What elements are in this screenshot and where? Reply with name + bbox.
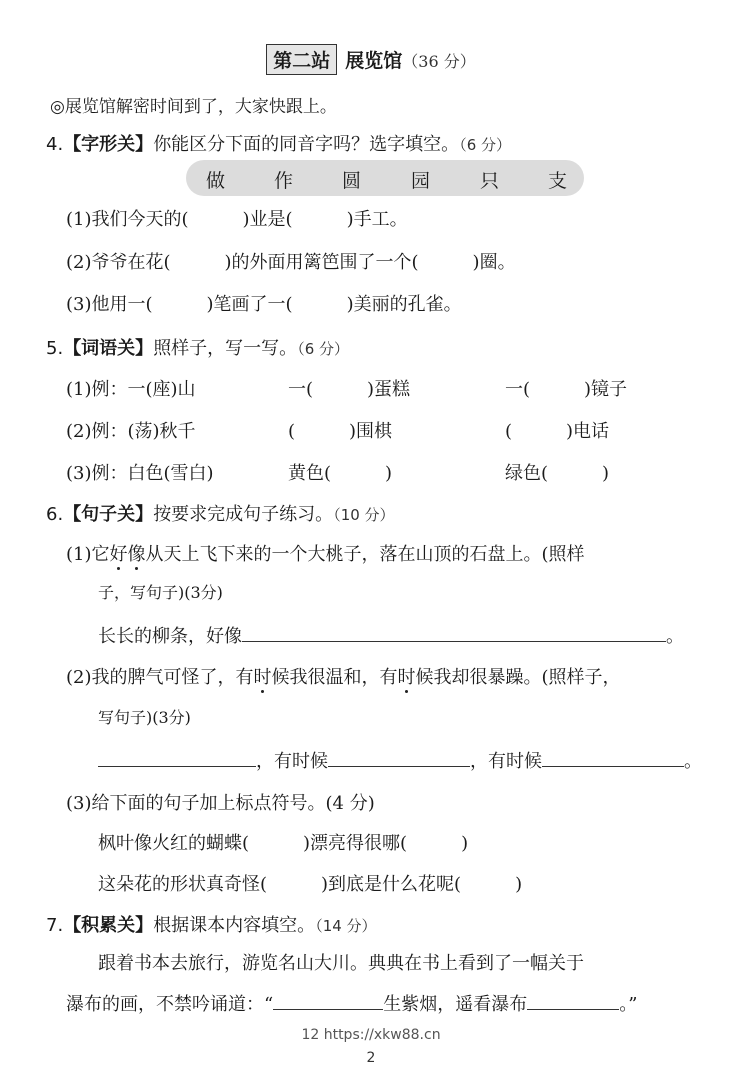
answer-blank[interactable] xyxy=(542,766,684,767)
char-option: 支 xyxy=(548,170,568,192)
q5-answer-1a: 一( )蛋糕 xyxy=(288,379,411,400)
q5-answer-3b: 绿色( ) xyxy=(505,463,610,484)
dotted-word: 有时候 xyxy=(235,667,290,688)
answer-blank[interactable] xyxy=(328,766,470,767)
q6-tag: 【句子关】 xyxy=(63,504,154,525)
q7-line2-b: 生紫烟，遥看瀑布 xyxy=(383,994,528,1015)
q6-part2-answer-line xyxy=(98,747,702,773)
q6-part2-end: 。 xyxy=(684,751,702,772)
q7-prompt: 根据课本内容填空。 xyxy=(153,915,316,936)
q6-part1-end: 。 xyxy=(666,626,684,647)
q6-part2-b: 我很温和， xyxy=(289,667,380,688)
q4-header xyxy=(46,130,511,156)
q5-score: （6 分） xyxy=(297,340,349,358)
q4-sentence-1: (1)我们今天的( )业是( )手工。 xyxy=(66,209,408,230)
q6-part1-line1 xyxy=(66,540,585,566)
q5-example-1: (1)例：一(座)山 xyxy=(66,379,196,400)
q5-example-2: (2)例：(荡)秋千 xyxy=(66,421,196,442)
q7-line-1: 跟着书本去旅行，游览名山大川。典典在书上看到了一幅关于 xyxy=(98,953,584,974)
char-option: 圆 xyxy=(342,170,362,192)
q6-part2-c: 我却很暴躁。(照样子， xyxy=(433,667,621,688)
q5-answer-2b: ( )电话 xyxy=(505,421,610,442)
page-number: 2 xyxy=(366,1050,376,1066)
character-options-bar xyxy=(186,160,584,196)
q5-answer-2a: ( )围棋 xyxy=(288,421,393,442)
answer-blank[interactable] xyxy=(98,766,256,767)
q5-header xyxy=(46,334,349,360)
char-option: 做 xyxy=(206,170,226,192)
q4-score: （6 分） xyxy=(459,136,511,154)
station-label: 第二站 xyxy=(266,44,337,75)
q6-part2-line2: 写句子)(3分) xyxy=(98,708,191,727)
q7-header xyxy=(46,911,377,937)
section-score: （36 分） xyxy=(402,52,476,71)
page-title xyxy=(0,44,742,75)
q6-part1-prefix: (1)它 xyxy=(66,544,110,565)
q6-part2-mid1: ，有时候 xyxy=(256,751,328,772)
q5-number: 5. xyxy=(46,338,64,359)
section-title: 展览馆 xyxy=(345,50,403,72)
q6-part3-sentence-1: 枫叶像火红的蝴蝶( )漂亮得很哪( ) xyxy=(98,833,469,854)
watermark: 12 https://xkw88.cn xyxy=(301,1027,441,1043)
q4-prompt: 你能区分下面的同音字吗？选字填空。 xyxy=(153,134,460,155)
q6-header xyxy=(46,500,395,526)
q5-prompt: 照样子，写一写。 xyxy=(153,338,298,359)
intro-text: ◎展览馆解密时间到了，大家快跟上。 xyxy=(50,97,337,117)
q4-sentence-2: (2)爷爷在花( )的外面用篱笆围了一个( )圈。 xyxy=(66,252,516,273)
q5-answer-3a: 黄色( ) xyxy=(288,463,393,484)
char-option: 园 xyxy=(411,170,431,192)
q7-tag: 【积累关】 xyxy=(63,915,154,936)
answer-blank[interactable] xyxy=(242,641,666,642)
dotted-word: 有时候 xyxy=(379,667,434,688)
q7-line2-a: 瀑布的画，不禁吟诵道：“ xyxy=(66,994,274,1015)
q7-number: 7. xyxy=(46,915,64,936)
q5-answer-1b: 一( )镜子 xyxy=(505,379,628,400)
q6-part2-mid2: ，有时候 xyxy=(470,751,542,772)
q6-part1-rest: 从天上飞下来的一个大桃子，落在山顶的石盘上。(照样 xyxy=(145,544,585,565)
q6-prompt: 按要求完成句子练习。 xyxy=(153,504,334,525)
q5-tag: 【词语关】 xyxy=(63,338,154,359)
q4-tag: 【字形关】 xyxy=(63,134,154,155)
q6-part3-sentence-2: 这朵花的形状真奇怪( )到底是什么花呢( ) xyxy=(98,874,523,895)
dotted-word: 像 xyxy=(127,544,146,565)
q4-sentence-3: (3)他用一( )笔画了一( )美丽的孔雀。 xyxy=(66,294,462,315)
q7-score: （14 分） xyxy=(315,917,377,935)
q6-part3: (3)给下面的句子加上标点符号。(4 分) xyxy=(66,793,375,814)
q7-line-2 xyxy=(66,990,637,1016)
q6-part1-line2: 子，写句子)(3分) xyxy=(98,583,223,602)
q6-number: 6. xyxy=(46,504,64,525)
q5-example-3: (3)例：白色(雪白) xyxy=(66,463,214,484)
dotted-word: 好 xyxy=(109,544,128,565)
char-option: 作 xyxy=(274,170,294,192)
q6-part2-line1 xyxy=(66,663,621,689)
answer-blank[interactable] xyxy=(527,1009,619,1010)
q6-part1-answer-lead: 长长的柳条，好像 xyxy=(98,626,242,647)
answer-blank[interactable] xyxy=(273,1009,383,1010)
q6-score: （10 分） xyxy=(333,506,395,524)
q6-part2-a: (2)我的脾气可怪了， xyxy=(66,667,236,688)
q7-line2-c: 。” xyxy=(619,994,638,1015)
q4-number: 4. xyxy=(46,134,64,155)
q6-part1-answer-line xyxy=(98,622,684,648)
char-option: 只 xyxy=(480,170,500,192)
